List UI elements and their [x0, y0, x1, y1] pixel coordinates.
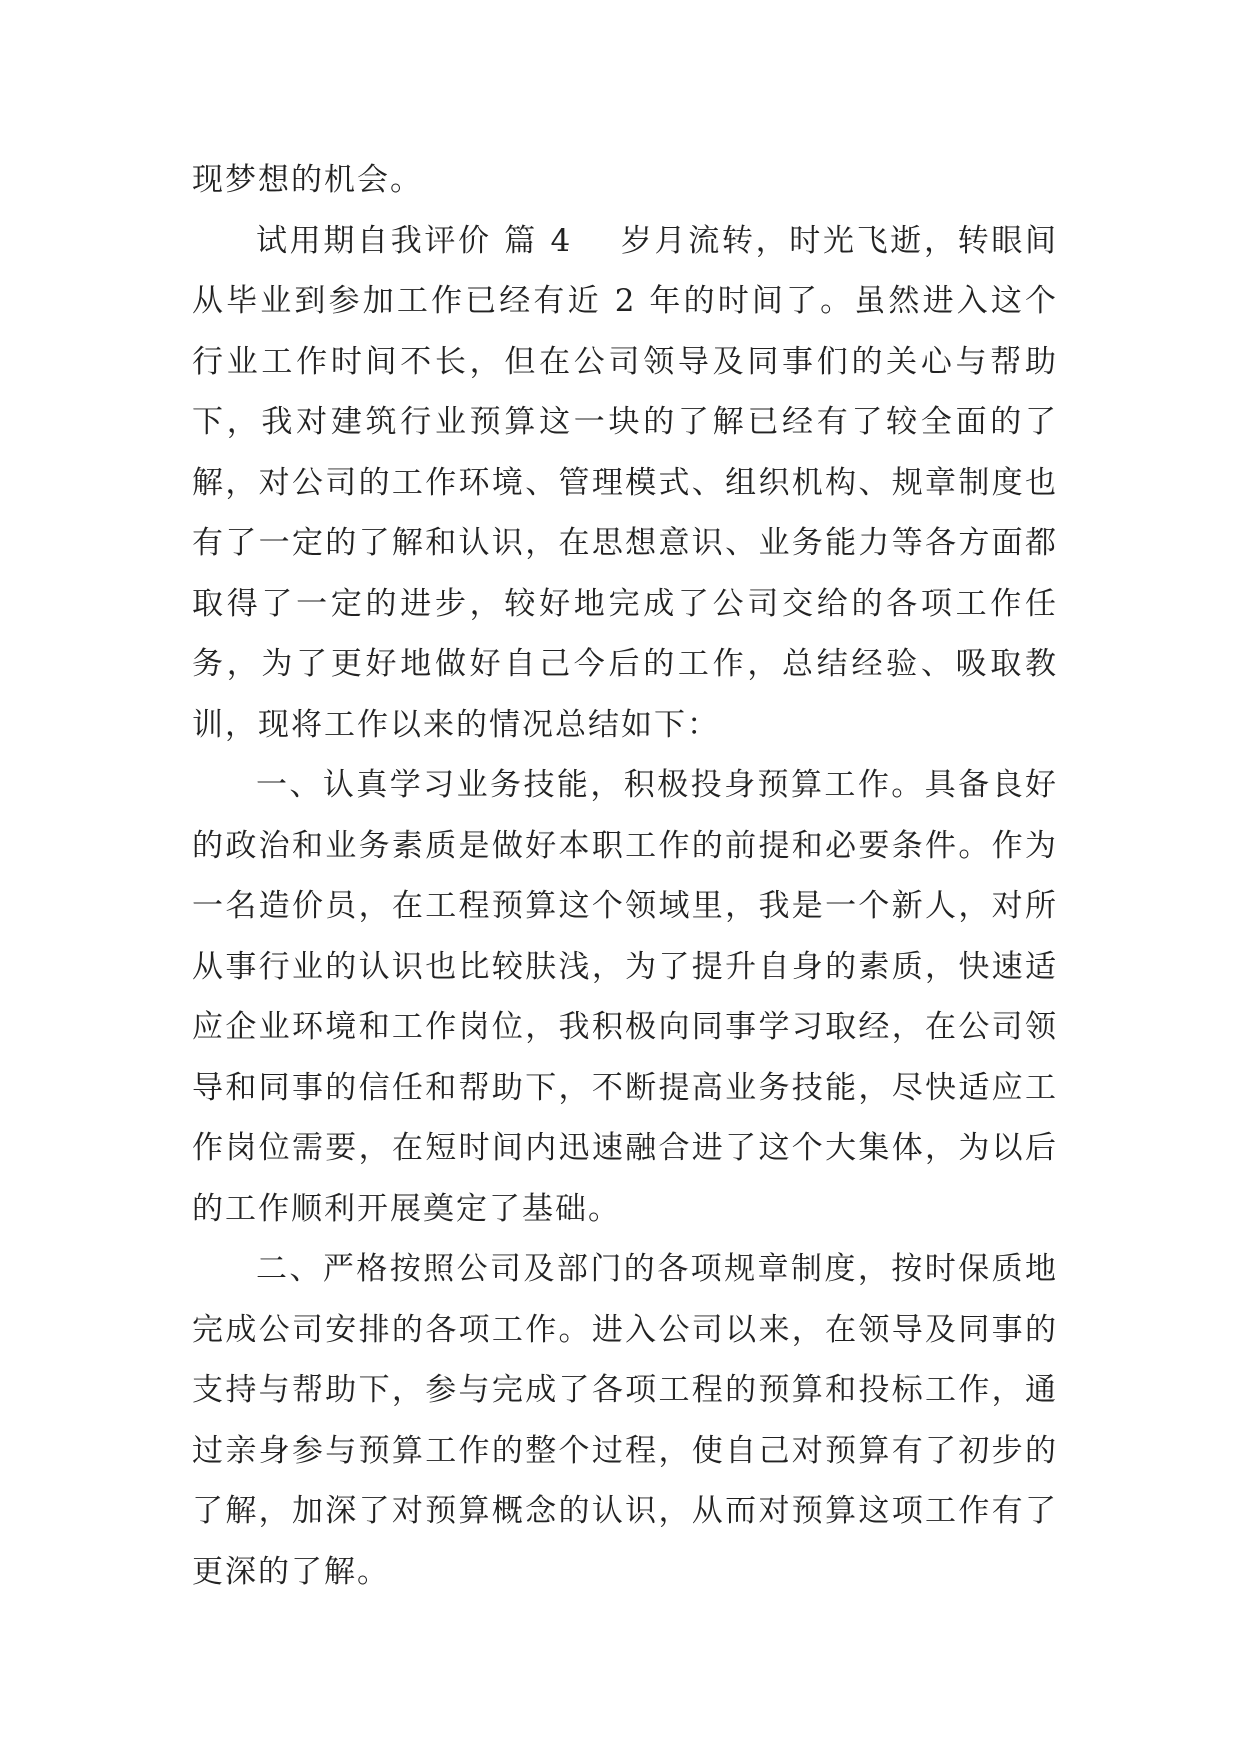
paragraph-continuation — [192, 150, 1058, 211]
paragraph-item-1 — [192, 755, 1058, 1239]
section-title: 试用期自我评价 篇 4 — [256, 222, 573, 259]
paragraph-text: 现梦想的机会。 — [192, 162, 423, 198]
paragraph-text: 一、认真学习业务技能，积极投身预算工作。具备良好的政治和业务素质是做好本职工作的前提和必要条件。作为一名造价员，在工程预算这个领域里，我是一个新人，对所从事行业的认识也比较肤浅，为了提升自身的素质，快速适应企业环境和工作岗位，我积极向同事学习取经，在公司领导和同事的信任和帮助下，不断提高业务技能，尽快适应工作岗位需要，在短时间内迅速融合进了这个大集体，为以后的工作顺利开展奠定了基础。 — [192, 767, 1058, 1227]
paragraph-text: 二、严格按照公司及部门的各项规章制度，按时保质地完成公司安排的各项工作。进入公司以来，在领导及同事的支持与帮助下，参与完成了各项工程的预算和投标工作，通过亲身参与预算工作的整个过程，使自己对预算有了初步的了解，加深了对预算概念的认识，从而对预算这项工作有了更深的了解。 — [192, 1251, 1058, 1590]
document-body — [192, 150, 1058, 1602]
paragraph-text: 岁月流转，时光飞逝，转眼间从毕业到参加工作已经有近 2 年的时间了。虽然进入这个行业工作时间不长，但在公司领导及同事们的关心与帮助下，我对建筑行业预算这一块的了解已经有了较全面的了解，对公司的工作环境、管理模式、组织机构、规章制度也有了一定的了解和认识，在思想意识、业务能力等各方面都取得了一定的进步，较好地完成了公司交给的各项工作任务，为了更好地做好自己今后的工作，总结经验、吸取教训，现将工作以来的情况总结如下： — [192, 222, 1058, 743]
paragraph-item-2 — [192, 1239, 1058, 1602]
paragraph-section-4 — [192, 211, 1058, 756]
